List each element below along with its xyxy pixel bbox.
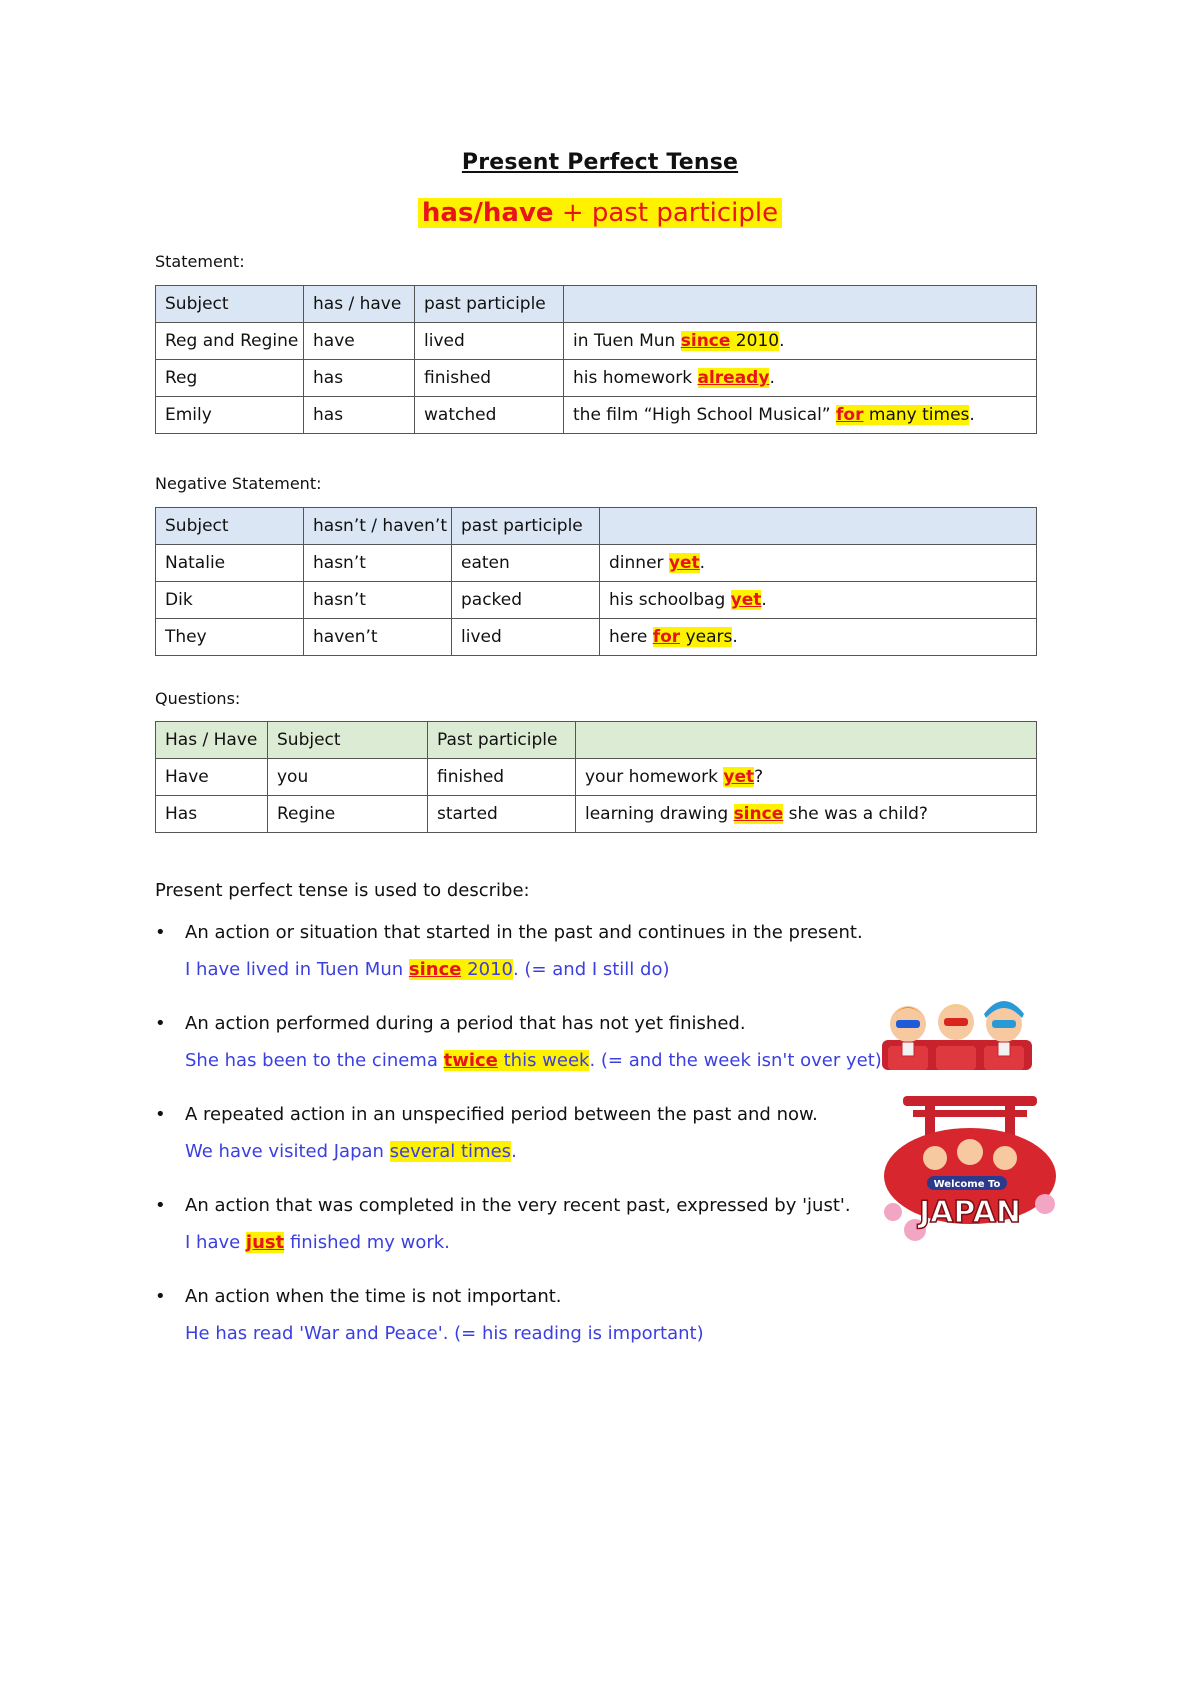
use-example-5: He has read 'War and Peace'. (= his reading is important) (185, 1323, 704, 1344)
questions-table (155, 721, 1037, 833)
use-item-3: • A repeated action in an unspecified period between the past and now. (155, 1104, 818, 1125)
table-cell: has (304, 360, 415, 397)
header-cell: has / have (304, 286, 415, 323)
statement-label: Statement: (155, 252, 245, 271)
table-row (156, 619, 1037, 656)
header-cell (564, 286, 1037, 323)
use-item-2: • An action performed during a period that has not yet finished. (155, 1013, 746, 1034)
table-cell: packed (452, 582, 600, 619)
table-row (156, 545, 1037, 582)
highlight-phrase: 2010 (461, 959, 513, 980)
uses-intro: Present perfect tense is used to describe: (155, 880, 530, 901)
highlight-keyword: since (408, 959, 462, 980)
statement-table (155, 285, 1037, 434)
table-row (156, 796, 1037, 833)
table-row (156, 323, 1037, 360)
table-cell: Emily (156, 397, 304, 434)
use-item-5: • An action when the time is not important. (155, 1286, 562, 1307)
highlight-keyword: yet (723, 767, 755, 787)
use-example-3: We have visited Japan several times. (185, 1141, 517, 1162)
table-cell: watched (415, 397, 564, 434)
header-cell (600, 508, 1037, 545)
use-item-1: • An action or situation that started in the past and continues in the present. (155, 922, 863, 943)
highlight-phrase: 2010 (730, 331, 780, 351)
page-title: Present Perfect Tense (461, 150, 739, 175)
table-cell: his schoolbag yet. (600, 582, 1037, 619)
table-cell: lived (452, 619, 600, 656)
highlight-keyword: already (697, 368, 770, 388)
formula-bold: has/have (421, 198, 554, 228)
table-cell: learning drawing since she was a child? (576, 796, 1037, 833)
table-cell: haven’t (304, 619, 452, 656)
table-cell: hasn’t (304, 582, 452, 619)
highlight-keyword: since (733, 804, 784, 824)
table-row (156, 397, 1037, 434)
negative-label: Negative Statement: (155, 474, 322, 493)
negative-header-row (156, 508, 1037, 545)
table-cell: you (268, 759, 428, 796)
formula-rest: + past participle (553, 198, 779, 228)
header-cell: past participle (452, 508, 600, 545)
table-row (156, 582, 1037, 619)
header-cell: Subject (268, 722, 428, 759)
use-example-4: I have just finished my work. (185, 1232, 450, 1253)
table-cell: Have (156, 759, 268, 796)
table-cell: Reg (156, 360, 304, 397)
table-cell: hasn’t (304, 545, 452, 582)
statement-header-row (156, 286, 1037, 323)
header-cell: Subject (156, 508, 304, 545)
highlight-keyword: for (836, 405, 864, 425)
highlight-keyword: yet (730, 590, 762, 610)
header-cell (576, 722, 1037, 759)
questions-label: Questions: (155, 689, 241, 708)
highlight-phrase: several times (389, 1141, 512, 1162)
header-cell: Past participle (428, 722, 576, 759)
highlight-keyword: yet (668, 553, 700, 573)
highlight-phrase: many times (863, 405, 970, 425)
table-cell: finished (415, 360, 564, 397)
table-row (156, 360, 1037, 397)
cinema-kids-illustration (878, 990, 1038, 1072)
table-cell: dinner yet. (600, 545, 1037, 582)
use-example-2: She has been to the cinema twice this week. (= and the week isn't over yet) (185, 1050, 882, 1071)
table-cell: your homework yet? (576, 759, 1037, 796)
formula (0, 198, 1200, 228)
table-cell: his homework already. (564, 360, 1037, 397)
table-cell: finished (428, 759, 576, 796)
table-cell: started (428, 796, 576, 833)
table-cell: have (304, 323, 415, 360)
highlight-keyword: twice (443, 1050, 498, 1071)
table-row (156, 759, 1037, 796)
table-cell: in Tuen Mun since 2010. (564, 323, 1037, 360)
header-cell: past participle (415, 286, 564, 323)
table-cell: They (156, 619, 304, 656)
questions-header-row (156, 722, 1037, 759)
table-cell: here for years. (600, 619, 1037, 656)
table-cell: Regine (268, 796, 428, 833)
table-cell: Reg and Regine (156, 323, 304, 360)
table-cell: has (304, 397, 415, 434)
welcome-to-japan-illustration (875, 1092, 1065, 1252)
japan-badge-text: Welcome To (933, 1179, 1001, 1190)
highlight-phrase: this week (497, 1050, 590, 1071)
table-cell: eaten (452, 545, 600, 582)
header-cell: Has / Have (156, 722, 268, 759)
japan-word: JAPAN (919, 1195, 1021, 1230)
highlight-phrase: years (680, 627, 733, 647)
highlight-keyword: for (652, 627, 681, 647)
use-item-4: • An action that was completed in the very recent past, expressed by 'just'. (155, 1195, 851, 1216)
table-cell: Natalie (156, 545, 304, 582)
negative-table (155, 507, 1037, 656)
header-cell: hasn’t / haven’t (304, 508, 452, 545)
table-cell: Dik (156, 582, 304, 619)
table-cell: Has (156, 796, 268, 833)
use-example-1: I have lived in Tuen Mun since 2010. (= and I still do) (185, 959, 670, 980)
highlight-keyword: just (245, 1232, 285, 1253)
header-cell: Subject (156, 286, 304, 323)
table-cell: lived (415, 323, 564, 360)
table-cell: the film “High School Musical” for many times. (564, 397, 1037, 434)
highlight-keyword: since (680, 331, 731, 351)
